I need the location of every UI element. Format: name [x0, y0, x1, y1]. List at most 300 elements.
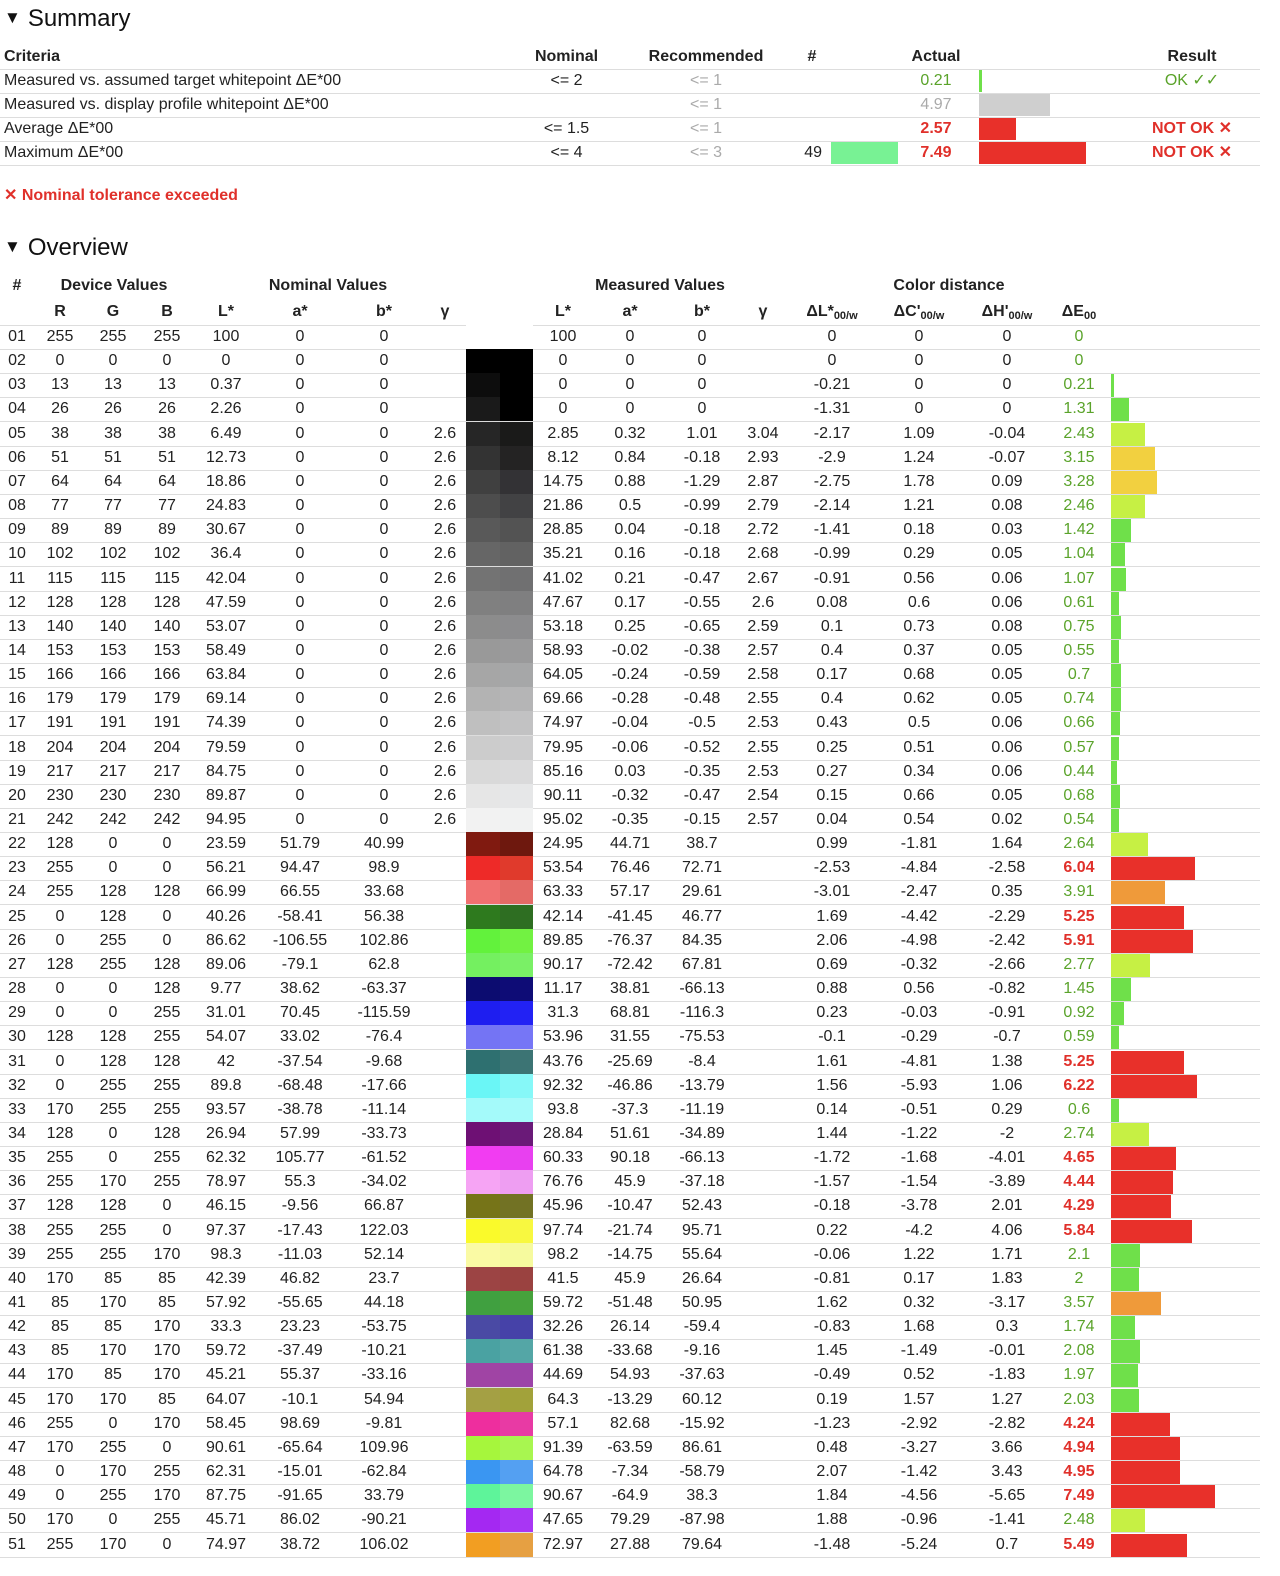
nominal-value: <= 4: [550, 144, 583, 161]
dl-cell: 1.45: [816, 1342, 848, 1360]
r-cell: 255: [46, 328, 74, 345]
delta-e-bar: [1111, 1002, 1124, 1025]
g-cell: 170: [99, 1294, 127, 1311]
mb-cell: -0.18: [683, 545, 721, 563]
g-cell: 0: [108, 980, 118, 998]
ng-cell: 2.6: [433, 569, 457, 587]
nb-cell: -63.37: [361, 980, 407, 998]
mg-cell: 2.72: [747, 521, 779, 539]
nominal-color-swatch: [466, 1339, 500, 1363]
recommended-value: <= 1: [689, 72, 723, 89]
overview-heading[interactable]: [4, 233, 128, 262]
nb-cell: 0: [379, 448, 389, 466]
dh-cell: -2.29: [988, 907, 1026, 925]
dl-cell: -2.14: [813, 497, 851, 515]
nominal-color-swatch: [466, 1291, 500, 1315]
overview-row: [0, 832, 1260, 857]
r-cell: 255: [46, 1245, 74, 1263]
num-cell: 06: [8, 448, 26, 466]
g-cell: 255: [99, 1245, 127, 1263]
na-subheader-text: a*: [292, 303, 308, 320]
collapse-triangle-icon[interactable]: ▼: [4, 237, 21, 256]
b-cell: 85: [158, 1269, 176, 1287]
ma-cell: -0.32: [611, 786, 649, 804]
nb-cell: -9.81: [365, 1414, 403, 1432]
nominal-color-swatch: [466, 760, 500, 784]
na-cell: 0: [295, 593, 305, 611]
nb-cell: -62.84: [361, 1463, 407, 1481]
delta-e-bar: [1111, 1389, 1139, 1412]
na-subheader: [262, 303, 338, 321]
mb-cell: -0.15: [683, 811, 721, 828]
nl-cell: 18.86: [205, 472, 247, 490]
measured-color-swatch: [500, 1025, 533, 1049]
ml-cell: 64.3: [547, 1390, 579, 1408]
dh-cell: -1.41: [988, 1511, 1026, 1529]
dl-cell: 0: [827, 352, 837, 370]
na-cell: 0: [295, 352, 305, 370]
de-cell: 3.28: [1063, 472, 1095, 490]
r-cell: 255: [46, 1221, 74, 1239]
mg-subheader-text: γ: [758, 303, 768, 320]
b-cell: 0: [162, 1197, 172, 1215]
nb-cell: 0: [379, 472, 389, 490]
dc-cell: 1.78: [903, 472, 935, 490]
g-cell: 242: [99, 811, 127, 828]
nominal-color-swatch: [466, 1484, 500, 1508]
nb-cell: 54.94: [363, 1390, 405, 1408]
delta-e-bar: [1111, 568, 1126, 591]
ng-cell: 2.6: [433, 714, 457, 732]
nl-cell: 45.21: [205, 1366, 247, 1384]
num-cell: 15: [8, 666, 26, 684]
mb-cell: -0.47: [683, 569, 721, 587]
dc-cell: 0.54: [903, 811, 935, 828]
dh-cell: 0.06: [991, 593, 1023, 611]
na-cell: 55.37: [279, 1366, 321, 1384]
dh-cell: 0.05: [991, 545, 1023, 563]
b-cell: 179: [153, 690, 181, 708]
nominal-color-swatch: [466, 615, 500, 639]
num-cell: 28: [8, 980, 26, 998]
r-cell: 170: [46, 1390, 74, 1408]
na-cell: 0: [295, 521, 305, 539]
na-cell: 23.23: [279, 1318, 321, 1336]
ma-subheader: [598, 303, 662, 321]
na-cell: 0: [295, 448, 305, 466]
nb-cell: -90.21: [361, 1511, 407, 1529]
dh-cell: 0.08: [991, 617, 1023, 635]
b-cell: 26: [158, 400, 176, 418]
ma-cell: 31.55: [609, 1028, 651, 1046]
ma-cell: -33.68: [607, 1342, 653, 1360]
summary-row: [0, 69, 1260, 94]
ml-cell: 28.85: [542, 521, 584, 539]
ng-subheader-text: γ: [440, 303, 450, 320]
dh-cell: 1.27: [991, 1390, 1023, 1408]
dl-subheader: [792, 303, 872, 322]
dl-cell: -0.81: [813, 1269, 851, 1287]
nominal-color-swatch: [466, 1074, 500, 1098]
num-cell: 25: [8, 907, 26, 925]
ml-cell: 0: [558, 376, 568, 394]
num-cell: 38: [8, 1221, 26, 1239]
mg-cell: 2.58: [747, 666, 779, 684]
r-cell: 170: [46, 1366, 74, 1384]
mb-cell: 72.71: [681, 859, 723, 877]
na-cell: 86.02: [279, 1511, 321, 1529]
summary-heading[interactable]: [4, 4, 131, 33]
ml-cell: 63.33: [542, 883, 584, 901]
g-cell: 85: [104, 1318, 122, 1336]
overview-row: [0, 1484, 1260, 1509]
delta-e-bar: [1111, 543, 1125, 566]
dh-cell: 0: [1002, 352, 1012, 370]
dh-cell: -0.04: [988, 424, 1026, 442]
dc-cell: -1.68: [900, 1149, 938, 1167]
dc-cell: 0.29: [903, 545, 935, 563]
de-cell: 1.42: [1063, 521, 1095, 539]
criteria-label: Average ΔE*00: [4, 120, 114, 137]
mg-cell: 2.93: [747, 448, 779, 466]
nl-subheader-text: L*: [218, 303, 234, 320]
mb-cell: -66.13: [679, 1149, 725, 1167]
dh-cell: 0.29: [991, 1100, 1023, 1118]
tolerance-exceeded-note: ✕ Nominal tolerance exceeded: [4, 187, 238, 204]
na-cell: -91.65: [277, 1487, 323, 1505]
r-cell: 128: [46, 593, 74, 611]
dc-cell: -0.29: [900, 1028, 938, 1046]
de-cell: 3.91: [1063, 883, 1095, 901]
ml-cell: 47.65: [542, 1511, 584, 1529]
count-value: 49: [804, 144, 822, 161]
nl-cell: 31.01: [205, 1004, 247, 1022]
dl-cell: 0.08: [816, 593, 848, 611]
na-cell: 0: [295, 497, 305, 515]
nb-cell: 98.9: [368, 859, 400, 877]
g-cell: 166: [99, 666, 127, 684]
measured-color-swatch: [500, 397, 533, 421]
b-cell: 115: [154, 569, 180, 587]
delta-e-bar: [1111, 423, 1145, 446]
dc-cell: 0.73: [903, 617, 935, 635]
measured-color-swatch: [500, 1243, 533, 1267]
measured-color-swatch: [500, 1436, 533, 1460]
na-cell: -79.1: [281, 955, 319, 973]
measured-color-swatch: [500, 663, 533, 687]
de-cell: 0.55: [1063, 641, 1095, 659]
dc-cell: -5.24: [900, 1535, 938, 1553]
measured-color-swatch: [500, 446, 533, 470]
dc-cell: 0.37: [903, 641, 935, 659]
overview-row: [0, 1460, 1260, 1485]
num-cell: 36: [8, 1173, 26, 1191]
result-value: NOT OK ✕: [1151, 144, 1233, 161]
de-subheader-text: ΔE: [1061, 303, 1084, 320]
ma-cell: 0.16: [614, 545, 646, 563]
collapse-triangle-icon[interactable]: ▼: [4, 8, 21, 27]
g-cell: 170: [99, 1463, 127, 1481]
dc-cell: 0.62: [903, 690, 935, 708]
na-cell: 0: [295, 376, 305, 394]
nb-cell: 106.02: [359, 1535, 409, 1553]
r-cell: 0: [55, 931, 65, 949]
dh-cell: -2.82: [988, 1414, 1026, 1432]
measured-color-swatch: [500, 1267, 533, 1291]
ml-cell: 91.39: [542, 1438, 584, 1456]
dh-cell: 0.7: [995, 1535, 1019, 1553]
dc-cell: 0.5: [907, 714, 931, 732]
dh-cell: -1.83: [988, 1366, 1026, 1384]
nb-cell: 0: [379, 738, 389, 756]
b-cell: 140: [153, 617, 181, 635]
delta-e-bar: [1111, 1195, 1171, 1218]
delta-e-bar: [1111, 1292, 1161, 1315]
nominal-color-swatch: [466, 470, 500, 494]
r-cell: 204: [46, 738, 74, 756]
nb-subheader: [344, 303, 424, 321]
ml-cell: 90.67: [542, 1487, 584, 1505]
delta-e-bar: [1111, 1485, 1215, 1508]
r-cell: 0: [55, 352, 65, 370]
g-cell: 128: [99, 593, 127, 611]
r-subheader-text: R: [54, 303, 66, 320]
b-cell: 77: [158, 497, 176, 515]
ma-cell: 57.17: [609, 883, 651, 901]
nominal-color-swatch: [466, 373, 500, 397]
measured-color-swatch: [500, 1074, 533, 1098]
nl-cell: 78.97: [205, 1173, 247, 1191]
nominal-color-swatch: [466, 1508, 500, 1532]
nl-cell: 6.49: [210, 424, 242, 442]
actual-bar: [979, 70, 982, 92]
na-cell: 38.72: [279, 1535, 321, 1553]
na-cell: -17.43: [277, 1221, 323, 1239]
de-cell: 0: [1074, 352, 1084, 370]
g-cell: 217: [99, 762, 127, 780]
na-cell: -15.01: [277, 1463, 323, 1481]
nb-cell: -33.73: [361, 1124, 407, 1142]
g-cell: 255: [99, 1100, 127, 1118]
measured-color-swatch: [500, 1122, 533, 1146]
dl-cell: -0.06: [813, 1245, 851, 1263]
ml-cell: 79.95: [542, 738, 584, 756]
delta-e-bar: [1111, 1316, 1135, 1339]
mb-cell: -0.65: [683, 617, 721, 635]
ml-cell: 57.1: [547, 1414, 579, 1432]
na-cell: 57.99: [279, 1124, 321, 1142]
index-header: #: [12, 277, 22, 294]
nb-cell: -10.21: [361, 1342, 407, 1360]
overview-row: [0, 1267, 1260, 1292]
r-cell: 85: [51, 1318, 69, 1336]
dh-cell: -0.01: [988, 1342, 1026, 1360]
nl-cell: 62.32: [205, 1149, 247, 1167]
r-cell: 191: [46, 714, 74, 732]
actual-header: Actual: [911, 48, 961, 65]
r-cell: 85: [51, 1294, 69, 1311]
nominal-values-header: Nominal Values: [268, 277, 388, 294]
de-cell: 0.75: [1063, 617, 1095, 635]
de-cell: 2.46: [1063, 497, 1095, 515]
nb-cell: 0: [379, 690, 389, 708]
delta-e-bar: [1111, 519, 1131, 542]
ml-cell: 24.95: [542, 835, 584, 853]
de-cell: 3.57: [1063, 1294, 1095, 1311]
nb-cell: 0: [379, 617, 389, 635]
g-cell: 102: [99, 545, 127, 563]
nl-cell: 36.4: [210, 545, 242, 563]
ml-cell: 11.17: [543, 980, 583, 998]
ng-cell: 2.6: [433, 521, 457, 539]
mb-cell: 67.81: [681, 955, 723, 973]
nominal-color-swatch: [466, 905, 500, 929]
mb-cell: -13.79: [679, 1076, 725, 1094]
num-cell: 05: [8, 424, 26, 442]
num-cell: 14: [8, 641, 26, 659]
dh-cell: 1.38: [991, 1052, 1023, 1070]
num-cell: 33: [8, 1100, 26, 1118]
dh-cell: 0.06: [991, 714, 1023, 732]
dl-cell: -0.49: [813, 1366, 851, 1384]
g-cell: 0: [108, 835, 118, 853]
na-cell: -55.65: [277, 1294, 323, 1311]
ma-cell: 45.9: [614, 1173, 646, 1191]
dc-cell: -0.03: [900, 1004, 938, 1022]
measured-color-swatch: [500, 1291, 533, 1315]
nl-cell: 66.99: [205, 883, 247, 901]
delta-e-bar: [1111, 712, 1120, 735]
criteria-label: Measured vs. display profile whitepoint ΔE*00: [4, 96, 329, 113]
measured-color-swatch: [500, 1388, 533, 1412]
r-cell: 166: [46, 666, 74, 684]
ma-cell: -41.45: [607, 907, 653, 925]
r-cell: 255: [46, 1173, 74, 1191]
nl-cell: 89.8: [210, 1076, 242, 1094]
ma-cell: 0: [625, 400, 635, 418]
ng-cell: 2.6: [433, 448, 457, 466]
ma-cell: 0: [625, 328, 635, 345]
measured-color-swatch: [500, 518, 533, 542]
b-cell: 255: [153, 1076, 181, 1094]
measured-color-swatch: [500, 1146, 533, 1170]
ml-cell: 89.85: [542, 931, 584, 949]
de-cell: 0.54: [1063, 811, 1095, 828]
mg-cell: 2.53: [747, 714, 779, 732]
num-cell: 40: [8, 1269, 26, 1287]
measured-color-swatch: [500, 349, 533, 373]
dl-cell: -0.1: [818, 1028, 846, 1046]
de-cell: 2.74: [1063, 1124, 1095, 1142]
measured-color-swatch: [500, 422, 533, 446]
dh-cell: -0.91: [988, 1004, 1026, 1022]
dl-cell: 0.15: [816, 786, 848, 804]
dl-cell: 1.44: [816, 1124, 848, 1142]
ma-cell: -0.06: [611, 738, 649, 756]
g-cell: 85: [104, 1366, 122, 1384]
na-cell: -37.49: [277, 1342, 323, 1360]
nl-cell: 74.97: [205, 1535, 247, 1553]
nominal-color-swatch: [466, 663, 500, 687]
mb-cell: 84.35: [681, 931, 723, 949]
overview-row: [0, 373, 1260, 398]
na-cell: 38.62: [279, 980, 321, 998]
num-cell: 42: [8, 1318, 26, 1336]
na-cell: 0: [295, 762, 305, 780]
na-cell: 0: [295, 400, 305, 418]
nominal-color-swatch: [466, 1267, 500, 1291]
nl-cell: 42.39: [205, 1269, 247, 1287]
na-cell: -9.56: [281, 1197, 319, 1215]
nl-cell: 89.06: [205, 955, 247, 973]
dc-cell: -4.42: [900, 907, 938, 925]
de-subheader: [1054, 303, 1104, 322]
overview-row: [0, 929, 1260, 954]
ma-subheader-text: a*: [622, 303, 638, 320]
dc-cell: -1.42: [900, 1463, 938, 1481]
overview-row: [0, 977, 1260, 1002]
r-cell: 128: [46, 1124, 74, 1142]
delta-e-bar: [1111, 930, 1193, 953]
b-cell: 0: [162, 907, 172, 925]
nb-cell: -76.4: [365, 1028, 403, 1046]
g-cell: 170: [99, 1173, 127, 1191]
dl-cell: 1.84: [816, 1487, 848, 1505]
r-cell: 26: [51, 400, 69, 418]
delta-e-bar: [1111, 857, 1195, 880]
ml-cell: 64.78: [542, 1463, 584, 1481]
na-cell: 33.02: [279, 1028, 321, 1046]
b-cell: 0: [162, 931, 172, 949]
de-cell: 2.48: [1063, 1511, 1095, 1529]
mb-cell: -59.4: [683, 1318, 721, 1336]
mb-cell: 0: [697, 376, 707, 394]
num-cell: 32: [8, 1076, 26, 1094]
mb-cell: 0: [697, 400, 707, 418]
nb-cell: 0: [379, 400, 389, 418]
nominal-color-swatch: [466, 808, 500, 832]
de-subheader-subscript: 00: [1083, 310, 1097, 322]
nominal-color-swatch: [466, 784, 500, 808]
overview-row: [0, 953, 1260, 978]
dl-cell: -1.57: [813, 1173, 851, 1191]
ml-subheader-text: L*: [555, 303, 571, 320]
ng-cell: 2.6: [433, 666, 457, 684]
measured-color-swatch: [500, 591, 533, 615]
ma-cell: -13.29: [607, 1390, 653, 1408]
r-cell: 0: [55, 1076, 65, 1094]
de-cell: 2.08: [1063, 1342, 1095, 1360]
dh-cell: -0.82: [988, 980, 1026, 998]
num-cell: 20: [8, 786, 26, 804]
dl-cell: 0.19: [816, 1390, 848, 1408]
delta-e-bar: [1111, 640, 1119, 663]
criteria-label: Measured vs. assumed target whitepoint ΔE*00: [4, 72, 342, 89]
ml-cell: 45.96: [542, 1197, 584, 1215]
dc-cell: -0.51: [900, 1100, 938, 1118]
num-cell: 30: [8, 1028, 26, 1046]
measured-color-swatch: [500, 880, 533, 904]
ml-cell: 42.14: [542, 907, 584, 925]
g-cell: 0: [108, 1511, 118, 1529]
measured-color-swatch: [500, 1412, 533, 1436]
nb-cell: -61.52: [361, 1149, 407, 1167]
overview-row: [0, 663, 1260, 688]
dl-cell: 0.25: [816, 738, 848, 756]
nominal-color-swatch: [466, 591, 500, 615]
mb-cell: -66.13: [679, 980, 725, 998]
na-cell: 0: [295, 714, 305, 732]
